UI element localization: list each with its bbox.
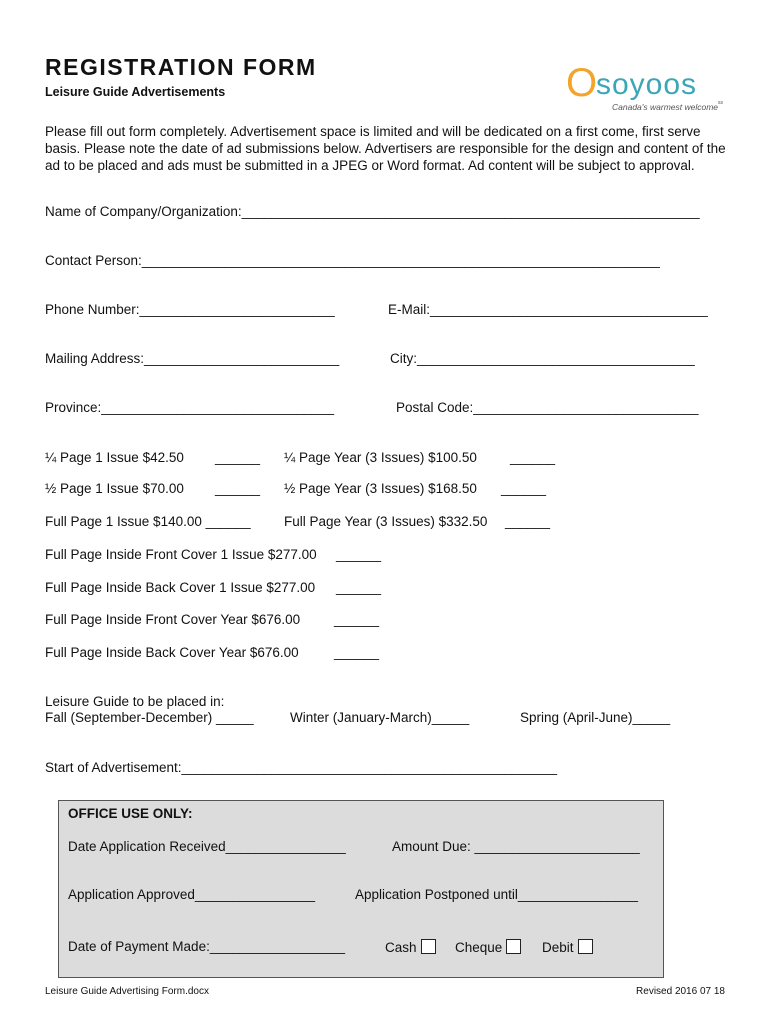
amount-due-field[interactable]: Amount Due: ______________________ xyxy=(392,839,640,854)
option-front-cover-1-issue: Full Page Inside Front Cover 1 Issue $277.00 xyxy=(45,547,317,562)
debit-option[interactable] xyxy=(542,939,593,956)
placement-spring[interactable]: Spring (April-June)_____ xyxy=(520,710,671,725)
option-back-cover-1-issue: Full Page Inside Back Cover 1 Issue $277.00 xyxy=(45,580,316,595)
option-back-cover-1-issue-blank[interactable]: ______ xyxy=(336,580,382,595)
option-half-year: ½ Page Year (3 Issues) $168.50 xyxy=(284,481,477,496)
cash-option[interactable] xyxy=(385,939,436,956)
option-quarter-1-issue: ¼ Page 1 Issue $42.50 xyxy=(45,450,184,465)
cheque-option[interactable] xyxy=(455,939,521,956)
option-front-cover-year-blank[interactable]: ______ xyxy=(334,612,380,627)
office-use-heading: OFFICE USE ONLY: xyxy=(68,806,193,821)
placement-label: Leisure Guide to be placed in: xyxy=(45,694,225,709)
option-quarter-year-blank[interactable]: ______ xyxy=(510,450,556,465)
date-received-field[interactable]: Date Application Received________________ xyxy=(68,839,346,854)
cash-label: Cash xyxy=(385,940,417,955)
debit-label: Debit xyxy=(542,940,574,955)
footer-revision: Revised 2016 07 18 xyxy=(636,986,725,997)
option-back-cover-year: Full Page Inside Back Cover Year $676.00 xyxy=(45,645,299,660)
option-quarter-year: ¼ Page Year (3 Issues) $100.50 xyxy=(284,450,477,465)
option-quarter-1-issue-blank[interactable]: ______ xyxy=(215,450,261,465)
logo-superscript: ss xyxy=(718,100,723,106)
placement-winter[interactable]: Winter (January-March)_____ xyxy=(290,710,470,725)
logo-tagline: Canada's warmest welcome xyxy=(612,102,719,112)
mailing-address-field[interactable]: Mailing Address:__________________________ xyxy=(45,351,340,366)
option-half-year-blank[interactable]: ______ xyxy=(501,481,547,496)
debit-checkbox[interactable] xyxy=(578,939,593,954)
page-title: REGISTRATION FORM xyxy=(45,54,317,80)
cheque-checkbox[interactable] xyxy=(506,939,521,954)
logo-wordmark-rest: soyoos xyxy=(596,68,698,101)
province-field[interactable]: Province:_______________________________ xyxy=(45,400,335,415)
company-field[interactable]: Name of Company/Organization:_____________________________________________________________ xyxy=(45,204,700,219)
postal-code-field[interactable]: Postal Code:______________________________ xyxy=(396,400,699,415)
date-of-payment-field[interactable]: Date of Payment Made:__________________ xyxy=(68,939,345,954)
page-subtitle: Leisure Guide Advertisements xyxy=(45,85,226,99)
option-front-cover-1-issue-blank[interactable]: ______ xyxy=(336,547,382,562)
option-half-1-issue-blank[interactable]: ______ xyxy=(215,481,261,496)
placement-fall[interactable]: Fall (September-December) _____ xyxy=(45,710,254,725)
option-full-1-issue[interactable]: Full Page 1 Issue $140.00 ______ xyxy=(45,514,251,529)
start-of-advertisement-field[interactable]: Start of Advertisement:__________________________________________________ xyxy=(45,760,557,775)
city-field[interactable]: City:_____________________________________ xyxy=(390,351,695,366)
footer-filename: Leisure Guide Advertising Form.docx xyxy=(45,986,209,997)
cheque-label: Cheque xyxy=(455,940,503,955)
option-full-year-blank[interactable]: ______ xyxy=(505,514,551,529)
option-full-year: Full Page Year (3 Issues) $332.50 xyxy=(284,514,488,529)
application-postponed-field[interactable]: Application Postponed until________________ xyxy=(355,887,638,902)
application-approved-field[interactable]: Application Approved________________ xyxy=(68,887,315,902)
phone-field[interactable]: Phone Number:__________________________ xyxy=(45,302,335,317)
cash-checkbox[interactable] xyxy=(421,939,436,954)
osoyoos-logo xyxy=(566,62,726,114)
logo-initial: O xyxy=(566,62,598,105)
contact-person-field[interactable]: Contact Person:_____________________________________________________________________ xyxy=(45,253,660,268)
option-half-1-issue: ½ Page 1 Issue $70.00 xyxy=(45,481,184,496)
intro-paragraph: Please fill out form completely. Advertisement space is limited and will be dedicated on a first come, first serve basis. Please note the date of ad submissions below. Advertisers are responsible for the design and content of the ad to be placed and ads must be submitted in a JPEG or Word format. Ad content will be subject to approval. xyxy=(45,124,726,173)
option-front-cover-year: Full Page Inside Front Cover Year $676.00 xyxy=(45,612,301,627)
option-back-cover-year-blank[interactable]: ______ xyxy=(334,645,380,660)
email-field[interactable]: E-Mail:_____________________________________ xyxy=(388,302,708,317)
